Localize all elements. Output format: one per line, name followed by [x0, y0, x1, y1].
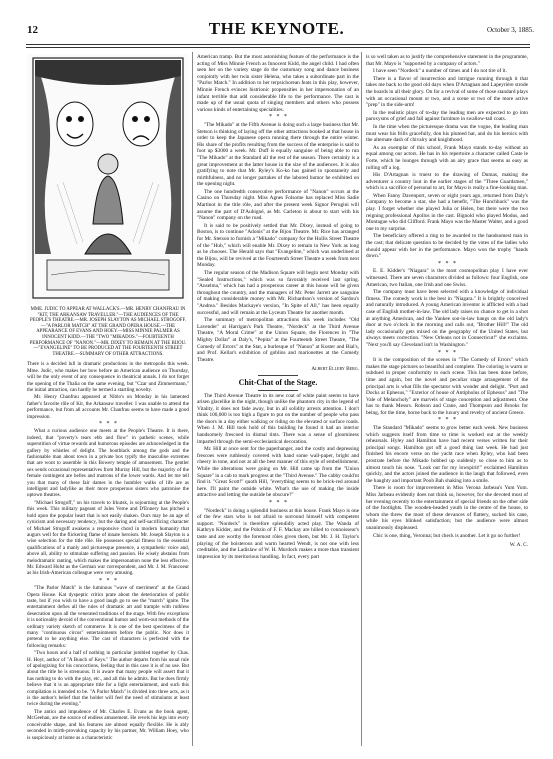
author-signature: W. A. C. [509, 542, 528, 549]
paragraph: The regular season of the Madison Square will begin next Monday with "Sealed Instructions," which was so favorably received last spring. "Anselma," which has had a prosperous career at this house will be given throughout the country, and the managers of Mr. Peter Jarrett are sanguine of making considerable money with Mr. Richardson's version of Sardou's "Andrea." Besides Mackaye's version, "In Spite of All," has been equally successful, and will remain at the Lyceum Theatre for another month. [197, 270, 359, 316]
section-separator: * * * [438, 417, 456, 424]
author-signature: Albert Ellery Berg. [311, 366, 359, 373]
column-2 [197, 54, 359, 561]
paragraph: The Third Avenue Theatre in its new coat of white paint seems to have arisen glacelike in the night, though unlike the phantom city in the legend of Vitality, it does not fade away, but in all solidity arrests attention. I don't think 100,000 is too high a figure to put on the number of people who pass the doors in a day either walking or riding on the elevated or surface roads. When J. M. Hill took hold of this building he found it had an interior handsomely frescoed in dismal tints. There was a sense of gloominess imparted through the semi-ecclesiastical decoration. [197, 392, 359, 445]
paragraph: The summary of metropolitan attractions this week includes "Old Lavender" at Harrigan's Park Theatre, "Nordeck" at the Third Avenue Theatre, "A Moral Crime" at the Union Square, the Florences in "The Mighty Dollar" at Daly's, "Pepita" at the Fourteenth Street Theatre, "The Comedy of Errors" at the Star, a burlesque of "Nanon" at Koster and Bial's, and Prof. Kellar's exhibition of goblins and marionettes at the Comedy Theatre. [197, 317, 359, 363]
paragraph: American tramp. But the most astonishing feature of the performance is the acting of Miss Minnie French as Innocent Kidd, the angel child. I had often seen her on the variety stage do the customary song and dance business conjointly with her twin sister Helena, who takes a subordinate part in the "Parlor Match." In addition to her terpsichorean feats in this play, however, Minnie French evinces histrionic propensities in her impersonation of an infant terrible that add considerable life to the performance. The cast is made up of the usual quota of singing members and others who possess various kinds of entertaining specialities. [197, 54, 359, 113]
section-separator: * * * [99, 577, 117, 584]
paragraph: There is a decided lull in dramatic productions in the metropolis this week. Mme. Judic, who makes her bow before an American audience on Thursday, will be the only event of any consequence in theatrical annals. I do not forget the opening of the Thalia on the same evening, but "Czar und Zimmermann," the initial attraction, can hardly be termed a startling novelty. [27, 361, 189, 393]
section-separator: * * * [99, 421, 117, 427]
paragraph: "Two hours and a half of nothing in particular jumbled together by Chas. H. Hoyt, author of "A Bunch of Keys." The author departs from his usual rule of apologizing for his concoctions, feeling that in this case it is of no use. But about the title he is strenuous. It is aware that many people will assert that it has nothing to do with the play, etc., and all this he admits. But he does firmly believe that it is an appropriate title for a light entertainment, and such this compilation is intended to be. "A Parlor Match" is divided into three acts, as it is the author's belief that the holder will feel the need of stimulants at least twice during the evening." [27, 650, 189, 708]
header-rule-2 [26, 47, 530, 48]
divider [258, 390, 298, 391]
paragraph: I have seen "Nordeck" a number of times and I do not tire of it. [373, 68, 507, 75]
paragraph: There is a flavor of insurrection and intrigue running through it that takes me back to the good old days when D'Artagnan and Lapeyrière strode the boards in all their glory. On for a revival of some of those standard plays with an occasional mount or two, and a scene or two of the more active "prep" in the side-arm! [366, 75, 528, 109]
header-rule [26, 44, 530, 45]
paragraph: The Standard "Mikado" seems to grow better each week. New business which suggests itself from time to time is worked out at the weekly rehearsals. Hyley and Hamilton have had recent verses written for their principal songs. Hamilton got off a good thing last week. He had just finished his encore verse on the yacht race when Ryley, who had been prostrate before the Mikado bobbed up suddenly so close to him as to almost touch his nose. "Look out for my lowspirit!" exclaimed Hamilton quickly, and the actors joined the audience in the laugh that followed, even the haughty and important Pooh Bah shaking into a smile. [366, 425, 528, 484]
paragraph: The antics and impudence of Mr. Charles E. Evans as the book agent, McGeehan, are the source of endless amusement. He revels his legs into every conceivable shape, and his features are almost equally flexible. He is ably seconded in mirth-provoking capacity by his partner, Mr. William Hoey, who is suspiciously at home as a characteristic [27, 708, 189, 741]
divider [258, 375, 298, 376]
column-3 [366, 54, 528, 549]
column-divider [192, 52, 193, 746]
paragraph: "The Mikado" at the Fifth Avenue is doing such a large business that Mr. Stetson is thinking of laying off the other attractions booked at that house in order to keep the Japanese opera running there through the entire winter. His share of the profits resulting from the success of the enterprise is said to foot up $3000 a week. Mr. Duff is equally sanguine of being able to run "The Mikado" at the Standard all the rest of the season. There certainly is a great improvement at the latter house in the size of the audiences. It is also gratifying to note that Mr. Ryley's Ko-ko has gained in spontaneity and mirthfulness, and no longer partakes of the labored humor he exhibited on the opening night. [197, 121, 359, 188]
section-separator: * * * [269, 500, 287, 506]
theatre-illustration [27, 54, 189, 304]
masthead [0, 19, 553, 41]
paragraph: In the realistic plays of to-day the leading men are expected to go into paroxysms of grief and fall against furniture in swallow-tail coats. [366, 109, 528, 123]
paragraph: As an exemplar of this school, Frank Mayo stands to-day without an equal among our actors. He has in his repertoire a character called Caste le Forte, which he lounges through with an airy grace that seems as easy as rolling off a log. [366, 144, 528, 171]
paragraph: Mr. Hill at once sent for the paperhanger, and the costly and depressing frescoes were ruthlessly covered with hand some wall-paper, bright and cheery in tone, and not at all the best manner of this style of embellishment. While the alterations were going on Mr. Hill came up from the "Union Square" in a cab to mark progress at the "Third Avenue." The cabby could'nt find it. "Great Scott!" quoth Hill, "everything seems to be brick-red around here. I'll paint the outside white. What's the use of making the inside attractive and letting the outside be obscure?" [197, 446, 359, 499]
section-title: Chit-Chat of the Stage. [238, 377, 318, 387]
paragraph: Mr. Henry Chanfrau appeared at Niblo's on Monday in his lamented father's favorite rôle of Kit, the Arkansaw traveller. I was unable to attend the performance, but from all accounts Mr. Chanfrau seems to have made a good impression. [27, 394, 189, 420]
paragraph: There is room for improvement in Miss Verona Jarbeau's Yum Yum. Miss Jarbeau evidently does not think so, however, for she devoted most of her evening recently to the entertainment of special friends on the other side of the footlights. The wooden-headed youth in the centre of the house, to whom she threw the most of these devances of flattery, sucked his cane, while his eyes blinked satisfaction; but the audience were almost unanimously displeased. [366, 485, 528, 531]
paragraph: His D'Artagnan is truest to the drawing of Dumas, making the adventurer a country lout in the earlier stages of the "Three Guardsmen," which is a sacrifice of personal to art, for Mayo is really a fine-looking man. [366, 172, 528, 192]
column-1 [27, 54, 189, 742]
paragraph: It is said to be positively settled that Mr. Dixey, instead of going to Boston, is to continue "Adonis" at the Bijou Theatre. Mr. Rice has arranged for Mr. Stetson to furnish a "Mikado" company for the Hollis Street Theatre of the "Hub," which will enable Mr. Dixey to remain in New York as long as he chooses. The Herald says that "Evangeline," which was underlined at the Bijou, will be revived at the Fourteenth Street Theatre a week from next Monday. [197, 222, 359, 269]
paragraph: It is the composition of the scenes in "The Comedy of Errors" which makes the stage pictures so beautiful and complete. The coloring is warm or subdued in proper conformity to each scene. This has been done before, time and again, but the novel and peculiar stage arrangement of the principal arts is what fills the spectator with wonder and delight. "Port and Docks at Ephesus," "Exterior of house of Antipholus of Ephesus" and "The Vale of Melancholy" are marvels of stage conception and adjustment. One has to thank Messrs. Robson and Crane, and Thompson and Brooks for being, for the time, borne back to the luxury and revelry of ancient Greece. [366, 357, 528, 416]
paragraph: The company must have been selected with a knowledge of individual fitness. The comedy work is the best in "Niagara." It is brightly conceived and naturally introduced. A young American inventor is afflicted with a bad case of English mother-in-law. The old lady raises no chance to get in a shot at anything American, and the Yankee son-in-law bangs on the old lady's door at two o'clock in the morning and calls out, "Brother Hill!" The old lady occasionally gets mixed on the geography of the United States, but always meets correction. "New Orleans not in Connecticut!" she exclaims. "Next you'll say Cleveland isn't in Washington." [366, 289, 528, 348]
section-separator: * * * [269, 114, 287, 121]
paragraph: Chic is one, thing, Veronna; but check is another. Let it go no further! [373, 532, 521, 539]
section-separator: * * * [438, 260, 456, 267]
stage-scene-engraving [27, 54, 189, 304]
paragraph: "Michael Strogoff," on his travels to Irkutsk, is sojourning at the People's this week. This military pageant of Jules Verne and D'Ennery has pitched a hold upon the popular heart that is not easily shaken. Ours may be an age of cynicism and necessary tendency, but the daring and self-sacrificing character of Michael Strogoff awakens a responsive chord in modern humanity that augurs well for the flickering flame of innate heroism. Mr. Joseph Slayton is a wise selection for the title rôle. He possesses special fitness in the essential qualifications of a manly and picturesque presence, a sympathetic voice and, above all, ability to stimulate suffering and passion. He wisely abstains from melodramatic ranting, which makes the impersonation none the less effective. Mr. Edward Holst as the German war correspondent, and Mr. J. M. Francoeur as his Irish-American colleague were very amusing. [27, 499, 189, 577]
paragraph: E. E. Kidder's "Niagara" is the most cosmopolitan play I have ever witnessed. There are seven characters divided as follows: four English, one American, two Italian, one Irish and one Swiss. [366, 268, 528, 288]
paragraph: "The Parlor Match" is the luminous "wave of merriment" at the Grand Opera House. Kat dyspeptic critics prate about the deterioration of public taste, but if you wish to have a good laugh go to see the "match" ignite. The entertainment defies all the rules of dramatic art and trample with ruthless desecration upon all the venerated traditions of the stage. With few exceptions it is noticeably devoid of the conventional humor and worn-out methods of the ordinary variety sketch of commerce. It is one of the best specimens of the many "continuous circus" entertainments before the public. Nor does it pretend to be anything else. The cast of characters is perfected with the following remarks: [27, 585, 189, 649]
page-number: 12 [27, 24, 38, 36]
illustration-caption: MME. JUDIC TO APPEAR AT WALLACK'S.—MR. HENRY CHANFRAU IN "KIT, THE ARKANSAW TRAVELLER."—THE AUDIENCES OF THE PEOPLE'S THEATRE.—MR. JOSEPH SLAYTON AS MICHAEL STROGOFF.—"A PARLOR MATCH" AT THE GRAND OPERA HOUSE.—THE APPEARANCE OF EVANS AND HOEY.—MISS MINNIE PALMER AS INNOCENT KIDD.—THE "TWO "MIKADOS."—FOURTEENTH PERFORMANCE OF "NANON."—MR. DIXEY TO REMAIN AT THE BIJOU.—"EVANGELINE" TO BE PRODUCED AT THE FOURTEENTH STREET THEATRE.—SUMMARY OF OTHER ATTRACTIONS. [29, 307, 187, 357]
paragraph: The beneficiary offered a ring to be awarded to the handsomest man in the cast; that delicate question to be decided by the votes of the ladies who should appear with her in the performance. Mayo won the trophy "hands down." [366, 233, 528, 260]
column-divider [361, 52, 362, 746]
newspaper-title: THE KEYNOTE. [208, 19, 345, 38]
paragraph: is so well taken as to justify the comprehensive statement in the programme, that Mr. Mayo is "supported by a company of actors." [366, 54, 528, 67]
issue-date: October 3, 1885. [486, 26, 534, 34]
section-separator: * * * [438, 349, 456, 356]
paragraph: When Fanny Davenport, seven or eight years ago, returned from Daly's Company to become a star, she had a benefit, "The Hunchback" was the play. I forget whether she played Julia or Helen, but there were the two reigning professional Apollos in the cast. Bignold who played Modus, and Montague who did Clifford. Frank Mayo was the Master Walter, and a good one to my surprise. [366, 192, 528, 232]
paragraph: What a curious audience one meets at the People's Theatre. It is there, indeed, that "poverty's tears ebb and flow" in pathetic scenes, while superstition of virtue rewards and humorous episodes are acknowledged in the gallery by whistles of delight. The bootblack among the gods and the fashionable man about town in a private box typify the masculine extremes that are wont to assemble in this Bowery temple of amusement. The gentler sex sends occasional representatives from Murray Hill, but the majority of the female contingent are belles and matrons of the lower wards. And let me tell you that many of these fair dames in the humbler walks of life are as intelligent and ladylike as their more prosperous sisters who patronise the uptown theatres. [27, 428, 189, 499]
paragraph: The one hundredth consecutive performance of "Nanon" occurs at the Casino on Thursday night. Miss Agnes Folsome has replaced Miss Sadie Martinot in the title rôle, and after the present week Signor Perugini will assume the part of D'Aubigné, as Mr. Carleton is about to start with his "Nanon" company on the road. [197, 188, 359, 222]
paragraph: "Nordeck" is doing a splendid business at this house. Frank Mayo is one of the few stars who is not afraid to surround himself with competent support. "Nordeck" is therefore splendidly acted play. The Wanda of Kathryn Kidder, and the Pobzin of F. F. Mackay are hilled to connoisseur's taste and are worthy the foremost rôles given them, but Mr. J. H. Taylor's playing of the boisterous and warm hearted Wendt, is not one with less creditable, and the Ladislaw of W. H. Murdock makes a more than transient impression by its meritorious handling. In fact, every part [197, 507, 359, 560]
paragraph: In the time when the picturesque drama was the vogue, the leading man must wear his frills gracefully, don his plumed hat, and do his heroics with the alternate dash of chivalry and knighthood. [366, 123, 528, 144]
